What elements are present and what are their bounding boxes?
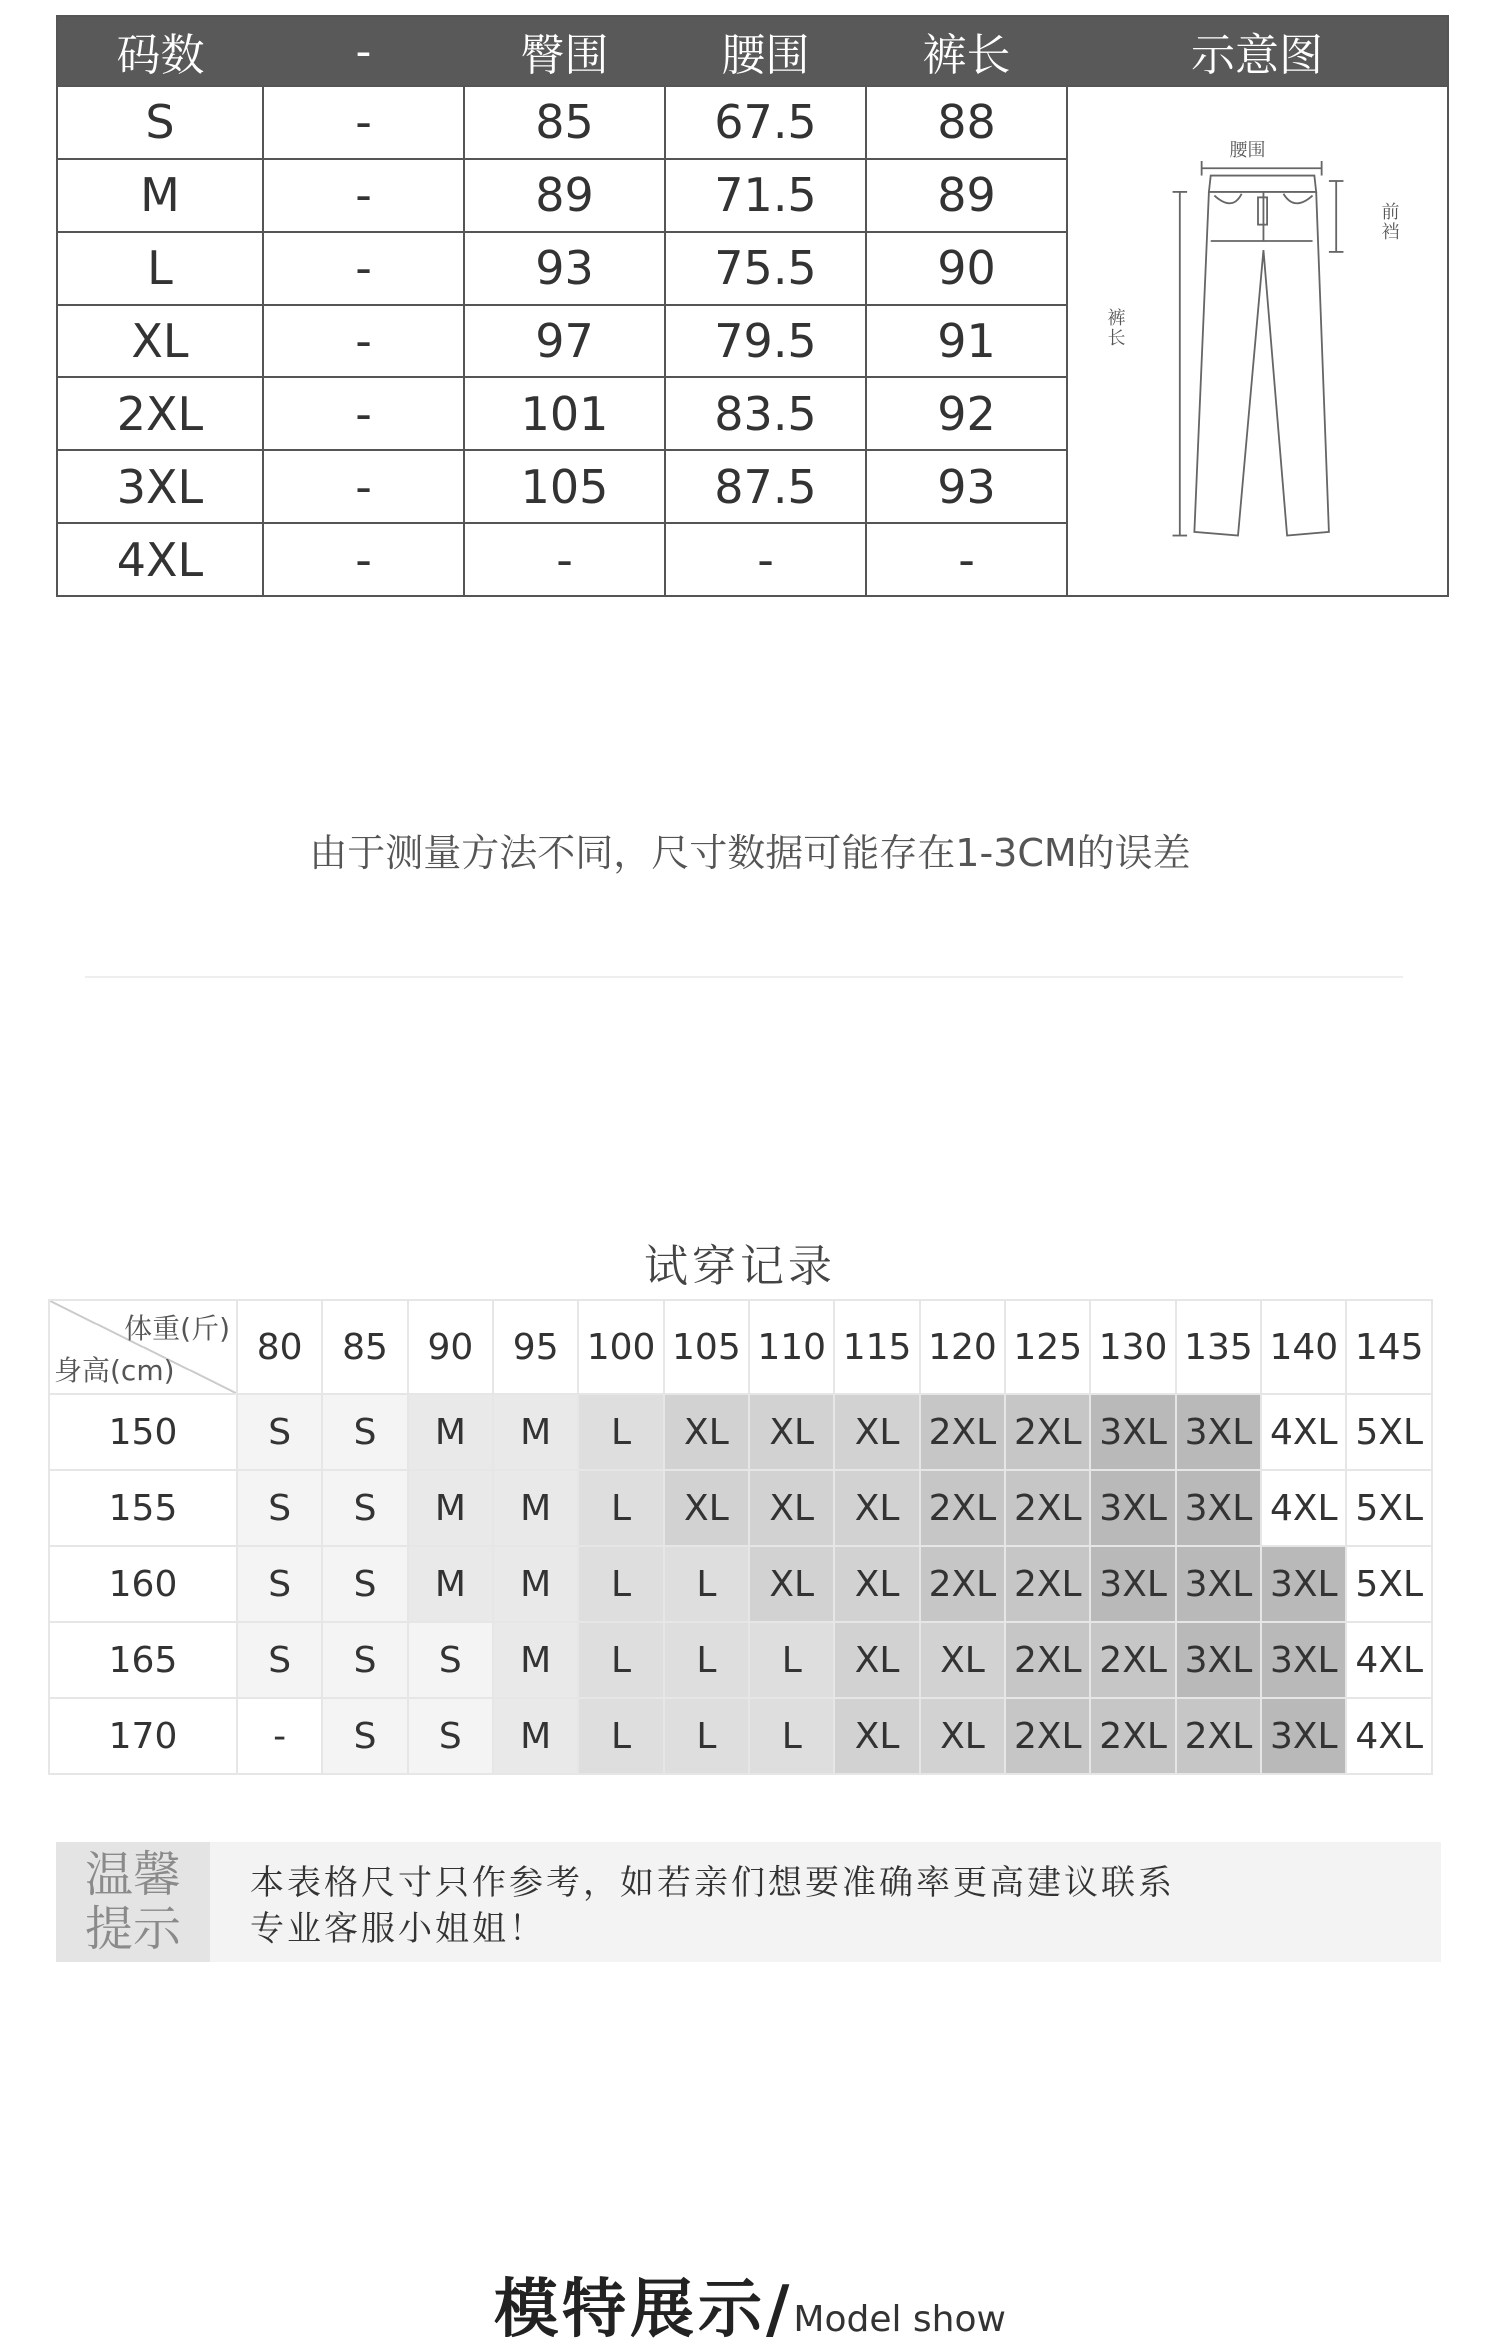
fitting-size-cell: L	[664, 1546, 749, 1622]
tip-text-line2: 专业客服小姐姐！	[250, 1909, 546, 1949]
fitting-size-cell: L	[664, 1622, 749, 1698]
fitting-size-cell: 2XL	[1005, 1622, 1090, 1698]
fitting-size-cell: 2XL	[1005, 1546, 1090, 1622]
size-row	[57, 86, 1448, 159]
size-cell-blank: -	[263, 159, 464, 232]
fitting-size-cell: 2XL	[1090, 1622, 1175, 1698]
size-table-header	[57, 16, 1448, 86]
fitting-size-cell: S	[322, 1622, 407, 1698]
fitting-size-cell: L	[578, 1394, 663, 1470]
fitting-size-cell: L	[749, 1698, 834, 1774]
tip-text-line1: 本表格尺寸只作参考，如若亲们想要准确率更高建议联系	[250, 1863, 1175, 1903]
weight-header: 110	[749, 1300, 834, 1394]
header-waist: 腰围	[665, 16, 866, 86]
fitting-row	[49, 1698, 1432, 1774]
size-cell-length: -	[866, 523, 1067, 596]
size-cell-waist: -	[665, 523, 866, 596]
fitting-row	[49, 1470, 1432, 1546]
weight-header: 85	[322, 1300, 407, 1394]
height-cell: 155	[49, 1470, 237, 1546]
weight-header: 80	[237, 1300, 322, 1394]
tip-label-line1: 温馨	[84, 1847, 181, 1903]
fitting-size-cell: 3XL	[1261, 1546, 1346, 1622]
fitting-size-cell: M	[493, 1622, 578, 1698]
size-cell-size: 2XL	[57, 377, 263, 450]
weight-header: 120	[920, 1300, 1005, 1394]
fitting-size-cell: M	[493, 1698, 578, 1774]
fitting-size-cell: S	[408, 1698, 493, 1774]
fitting-record-title: 试穿记录	[644, 1241, 836, 1292]
tip-label	[56, 1842, 210, 1962]
fitting-row	[49, 1546, 1432, 1622]
size-cell-hip: 105	[464, 450, 665, 523]
fitting-size-cell: 2XL	[1005, 1394, 1090, 1470]
fitting-size-cell: 4XL	[1346, 1622, 1432, 1698]
model-show-title	[0, 2258, 1500, 2350]
fitting-header-row	[49, 1300, 1432, 1394]
fitting-size-cell: 3XL	[1176, 1622, 1261, 1698]
size-cell-length: 88	[866, 86, 1067, 159]
fitting-size-cell: XL	[749, 1394, 834, 1470]
tip-box	[56, 1842, 1441, 1962]
size-cell-hip: 89	[464, 159, 665, 232]
header-blank: -	[263, 16, 464, 86]
fitting-size-cell: 3XL	[1176, 1470, 1261, 1546]
weight-header: 135	[1176, 1300, 1261, 1394]
size-cell-waist: 71.5	[665, 159, 866, 232]
fitting-size-cell: XL	[920, 1698, 1005, 1774]
size-cell-waist: 67.5	[665, 86, 866, 159]
header-size: 码数	[57, 16, 263, 86]
fitting-size-cell: XL	[920, 1622, 1005, 1698]
size-cell-hip: 85	[464, 86, 665, 159]
size-cell-length: 89	[866, 159, 1067, 232]
fitting-size-cell: S	[237, 1394, 322, 1470]
size-cell-size: 3XL	[57, 450, 263, 523]
pants-diagram	[1108, 141, 1408, 541]
size-table	[56, 15, 1449, 597]
fitting-size-cell: 5XL	[1346, 1470, 1432, 1546]
fitting-size-cell: 3XL	[1090, 1394, 1175, 1470]
height-axis-label: 身高(cm)	[54, 1354, 175, 1387]
fitting-size-cell: -	[237, 1698, 322, 1774]
fitting-size-cell: XL	[834, 1546, 919, 1622]
model-show-en: Model show	[793, 2299, 1006, 2340]
fitting-size-cell: M	[408, 1470, 493, 1546]
size-cell-waist: 75.5	[665, 232, 866, 305]
fitting-size-cell: 3XL	[1176, 1394, 1261, 1470]
fitting-size-cell: M	[408, 1546, 493, 1622]
size-cell-waist: 79.5	[665, 305, 866, 378]
fitting-size-cell: S	[322, 1470, 407, 1546]
fitting-size-cell: S	[322, 1394, 407, 1470]
fitting-size-cell: XL	[664, 1470, 749, 1546]
weight-header: 95	[493, 1300, 578, 1394]
length-label-1: 裤	[1107, 308, 1126, 329]
header-length: 裤长	[866, 16, 1067, 86]
fitting-size-cell: XL	[834, 1698, 919, 1774]
fitting-size-cell: S	[237, 1622, 322, 1698]
fitting-size-cell: 3XL	[1090, 1546, 1175, 1622]
size-cell-hip: 93	[464, 232, 665, 305]
size-cell-size: 4XL	[57, 523, 263, 596]
size-cell-blank: -	[263, 377, 464, 450]
measurement-disclaimer: 由于测量方法不同，尺寸数据可能存在1-3CM的误差	[309, 831, 1191, 875]
weight-header: 90	[408, 1300, 493, 1394]
fitting-size-cell: XL	[749, 1470, 834, 1546]
section-divider	[85, 976, 1403, 978]
fitting-size-cell: S	[322, 1698, 407, 1774]
fitting-size-cell: 4XL	[1261, 1394, 1346, 1470]
height-cell: 150	[49, 1394, 237, 1470]
tip-text	[250, 1860, 1175, 1952]
weight-header: 115	[834, 1300, 919, 1394]
tip-label-line2: 提示	[84, 1901, 181, 1957]
fitting-size-cell: L	[578, 1546, 663, 1622]
fitting-size-cell: S	[237, 1470, 322, 1546]
fitting-size-cell: 2XL	[920, 1470, 1005, 1546]
size-cell-hip: 97	[464, 305, 665, 378]
rise-label-1: 前	[1381, 202, 1400, 223]
fitting-size-cell: XL	[834, 1622, 919, 1698]
fitting-row	[49, 1622, 1432, 1698]
height-cell: 165	[49, 1622, 237, 1698]
header-hip: 臀围	[464, 16, 665, 86]
size-cell-blank: -	[263, 232, 464, 305]
fitting-size-cell: 2XL	[1005, 1470, 1090, 1546]
fitting-size-cell: L	[578, 1470, 663, 1546]
height-cell: 170	[49, 1698, 237, 1774]
fitting-size-cell: 2XL	[920, 1394, 1005, 1470]
header-diagram: 示意图	[1067, 16, 1448, 86]
fitting-size-cell: 5XL	[1346, 1546, 1432, 1622]
size-cell-size: S	[57, 86, 263, 159]
weight-header: 100	[578, 1300, 663, 1394]
weight-header: 130	[1090, 1300, 1175, 1394]
waist-label: 腰围	[1229, 140, 1266, 161]
fitting-size-cell: L	[664, 1698, 749, 1774]
fitting-size-cell: XL	[834, 1394, 919, 1470]
fitting-size-cell: S	[322, 1546, 407, 1622]
weight-axis-label: 体重(斤)	[124, 1312, 230, 1345]
fitting-size-cell: L	[578, 1698, 663, 1774]
size-cell-hip: -	[464, 523, 665, 596]
size-cell-length: 90	[866, 232, 1067, 305]
size-cell-waist: 87.5	[665, 450, 866, 523]
fitting-size-cell: 4XL	[1261, 1470, 1346, 1546]
fitting-size-cell: L	[749, 1622, 834, 1698]
fitting-size-cell: 2XL	[1176, 1698, 1261, 1774]
fitting-record-table	[48, 1299, 1433, 1775]
size-cell-length: 91	[866, 305, 1067, 378]
fitting-size-cell: 3XL	[1176, 1546, 1261, 1622]
fitting-size-cell: XL	[664, 1394, 749, 1470]
fitting-size-cell: 2XL	[1005, 1698, 1090, 1774]
weight-header: 145	[1346, 1300, 1432, 1394]
fitting-size-cell: M	[493, 1470, 578, 1546]
fitting-size-cell: 3XL	[1261, 1698, 1346, 1774]
fitting-size-cell: S	[408, 1622, 493, 1698]
fitting-row	[49, 1394, 1432, 1470]
fitting-size-cell: XL	[749, 1546, 834, 1622]
fitting-size-cell: M	[493, 1546, 578, 1622]
fitting-size-cell: XL	[834, 1470, 919, 1546]
size-cell-blank: -	[263, 523, 464, 596]
size-cell-blank: -	[263, 305, 464, 378]
diagram-cell	[1067, 86, 1448, 596]
fitting-size-cell: 2XL	[1090, 1698, 1175, 1774]
size-cell-size: XL	[57, 305, 263, 378]
weight-header: 105	[664, 1300, 749, 1394]
size-cell-waist: 83.5	[665, 377, 866, 450]
height-cell: 160	[49, 1546, 237, 1622]
fitting-size-cell: M	[493, 1394, 578, 1470]
fitting-size-cell: S	[237, 1546, 322, 1622]
size-cell-length: 93	[866, 450, 1067, 523]
length-label-2: 长	[1107, 328, 1126, 349]
size-cell-hip: 101	[464, 377, 665, 450]
size-cell-blank: -	[263, 86, 464, 159]
weight-header: 125	[1005, 1300, 1090, 1394]
size-cell-blank: -	[263, 450, 464, 523]
size-cell-size: L	[57, 232, 263, 305]
fitting-size-cell: 3XL	[1261, 1622, 1346, 1698]
fitting-size-cell: 4XL	[1346, 1698, 1432, 1774]
fitting-size-cell: 5XL	[1346, 1394, 1432, 1470]
model-show-cn: 模特展示/	[494, 2273, 794, 2347]
corner-cell	[49, 1300, 237, 1394]
fitting-size-cell: M	[408, 1394, 493, 1470]
fitting-size-cell: 3XL	[1090, 1470, 1175, 1546]
fitting-size-cell: L	[578, 1622, 663, 1698]
size-cell-size: M	[57, 159, 263, 232]
fitting-size-cell: 2XL	[920, 1546, 1005, 1622]
weight-header: 140	[1261, 1300, 1346, 1394]
rise-label-2: 裆	[1381, 222, 1400, 243]
size-cell-length: 92	[866, 377, 1067, 450]
